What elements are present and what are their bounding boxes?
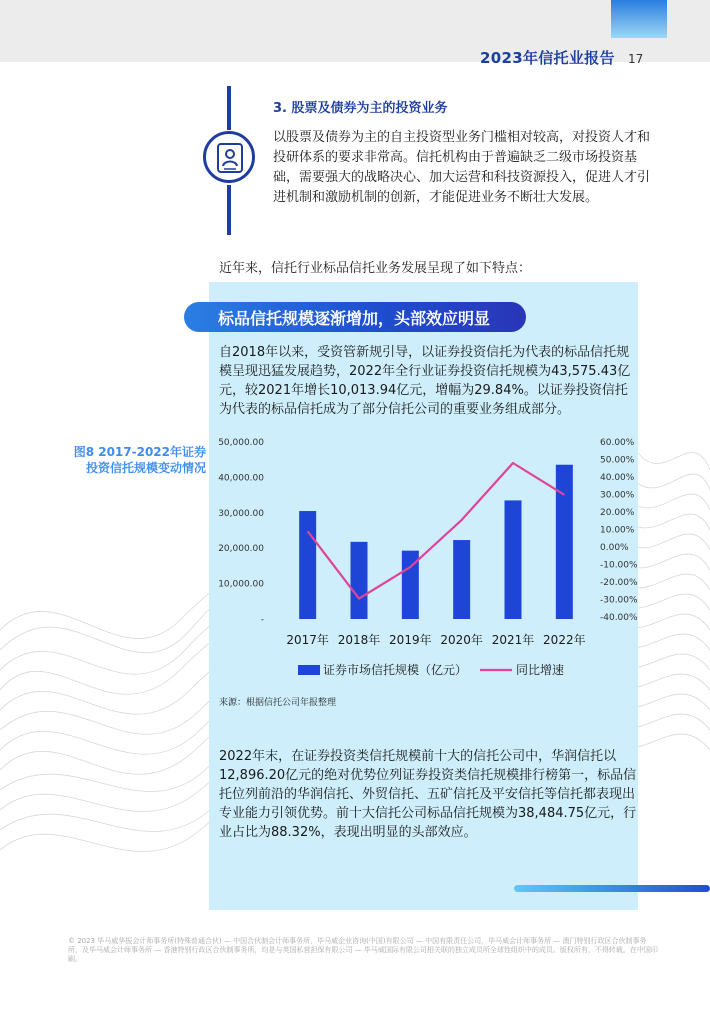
right-tick-label: 60.00%: [600, 438, 635, 448]
left-axis-ticks: [218, 438, 264, 625]
right-tick-label: 50.00%: [600, 455, 635, 466]
line-series: [308, 463, 565, 599]
panel-paragraph-2: 2022年末，在证券投资类信托规模前十大的信托公司中，华润信托以12,896.20亿元的绝对优势位列证券投资类信托规模排行榜第一，标品信托位列前沿的华润信托、外贸信托、五矿信托及平安信托等信托都表现出专业能力引领优势。前十大信托公司标品信托规模为38,484.75亿元，行业占比为88.32%，表现出明显的头部效应。: [219, 749, 637, 840]
corner-tab-decoration: [611, 0, 667, 38]
left-tick-label: -: [260, 615, 264, 625]
bar-series: [299, 465, 573, 619]
right-tick-label: 10.00%: [600, 525, 635, 536]
report-title: 2023年信托业报告: [480, 49, 615, 67]
section-body: 以股票及债券为主的自主投资型业务门槛相对较高，对投资人才和投研体系的要求非常高。信托机构由于普遍缺乏二级市场投资基础，需要强大的战略决心、加大运营和科技资源投入，促进人才引进机制和激励机制的创新，才能促进业务不断壮大发展。: [273, 130, 651, 205]
right-tick-label: 40.00%: [600, 473, 635, 483]
x-tick-label: 2020年: [440, 633, 483, 647]
x-tick-label: 2021年: [491, 633, 535, 647]
legend-bar-label: 证券市场信托规模（亿元）: [323, 663, 468, 677]
timeline-line-bottom: [227, 185, 231, 235]
page-number: 17: [628, 52, 644, 66]
panel-title: 标品信托规模逐渐增加，头部效应明显: [218, 309, 491, 328]
timeline-line-top: [227, 86, 231, 130]
panel-paragraph-1: 自2018年以来，受资管新规引导，以证券投资信托为代表的标品信托规模呈现迅猛发展趋势，2022年全行业证券投资信托规模为43,575.43亿元，较2021年增长10,013.94亿元，增幅为29.84%。以证券投资信托为代表的标品信托成为了部分信托公司的重要业务组成部分。: [219, 345, 631, 417]
right-tick-label: 20.00%: [600, 508, 635, 518]
bar: [453, 540, 470, 619]
source-note: 来源：根据信托公司年报整理: [219, 698, 337, 708]
left-tick-label: 10,000.00: [218, 579, 264, 590]
bar: [351, 542, 368, 619]
left-tick-label: 50,000.00: [218, 438, 264, 448]
right-tick-label: -30.00%: [600, 595, 638, 606]
bar: [299, 511, 316, 619]
bar: [505, 500, 522, 619]
right-tick-label: -10.00%: [600, 560, 638, 571]
accent-bar: [514, 885, 710, 892]
x-tick-label: 2018年: [337, 633, 381, 647]
legend-line-label: 同比增速: [516, 663, 565, 677]
chart-legend: [298, 662, 564, 677]
growth-line: [308, 463, 565, 599]
x-tick-label: 2019年: [389, 633, 432, 647]
right-tick-label: -40.00%: [600, 613, 638, 623]
figure-caption: 图8 2017-2022年证券投资信托规模变动情况: [73, 445, 206, 475]
trust-scale-chart: [212, 432, 638, 688]
left-tick-label: 20,000.00: [218, 544, 264, 555]
x-tick-label: 2017年: [286, 633, 329, 647]
copyright-footer: © 2023 毕马威华振会计师事务所(特殊普通合伙) — 中国合伙制会计师事务所，毕马威企业咨询(中国)有限公司 — 中国有限责任公司，毕马威会计师事务所 — 澳门特别行政区合伙制事务所，及毕马威会计师事务所 — 香港特别行政区合伙制事务所，均是与英国私营担保有限公司 — 毕马威国际有限公司相关联的独立成员所全球性组织中的成员。版权所有，不得转载。在中国印刷。: [68, 937, 658, 963]
bar: [556, 465, 573, 619]
right-tick-label: 30.00%: [600, 490, 635, 501]
right-tick-label: -20.00%: [600, 578, 638, 588]
left-tick-label: 40,000.00: [218, 473, 264, 484]
investor-profile-icon: [203, 131, 255, 183]
x-axis-labels: [286, 632, 585, 647]
left-tick-label: 30,000.00: [218, 508, 264, 519]
legend-bar-swatch: [298, 665, 320, 675]
x-tick-label: 2022年: [543, 633, 586, 647]
right-tick-label: 0.00%: [600, 543, 629, 553]
intro-text: 近年来，信托行业标品信托业务发展呈现了如下特点：: [219, 261, 532, 276]
section-heading: 3. 股票及债券为主的投资业务: [273, 101, 448, 116]
